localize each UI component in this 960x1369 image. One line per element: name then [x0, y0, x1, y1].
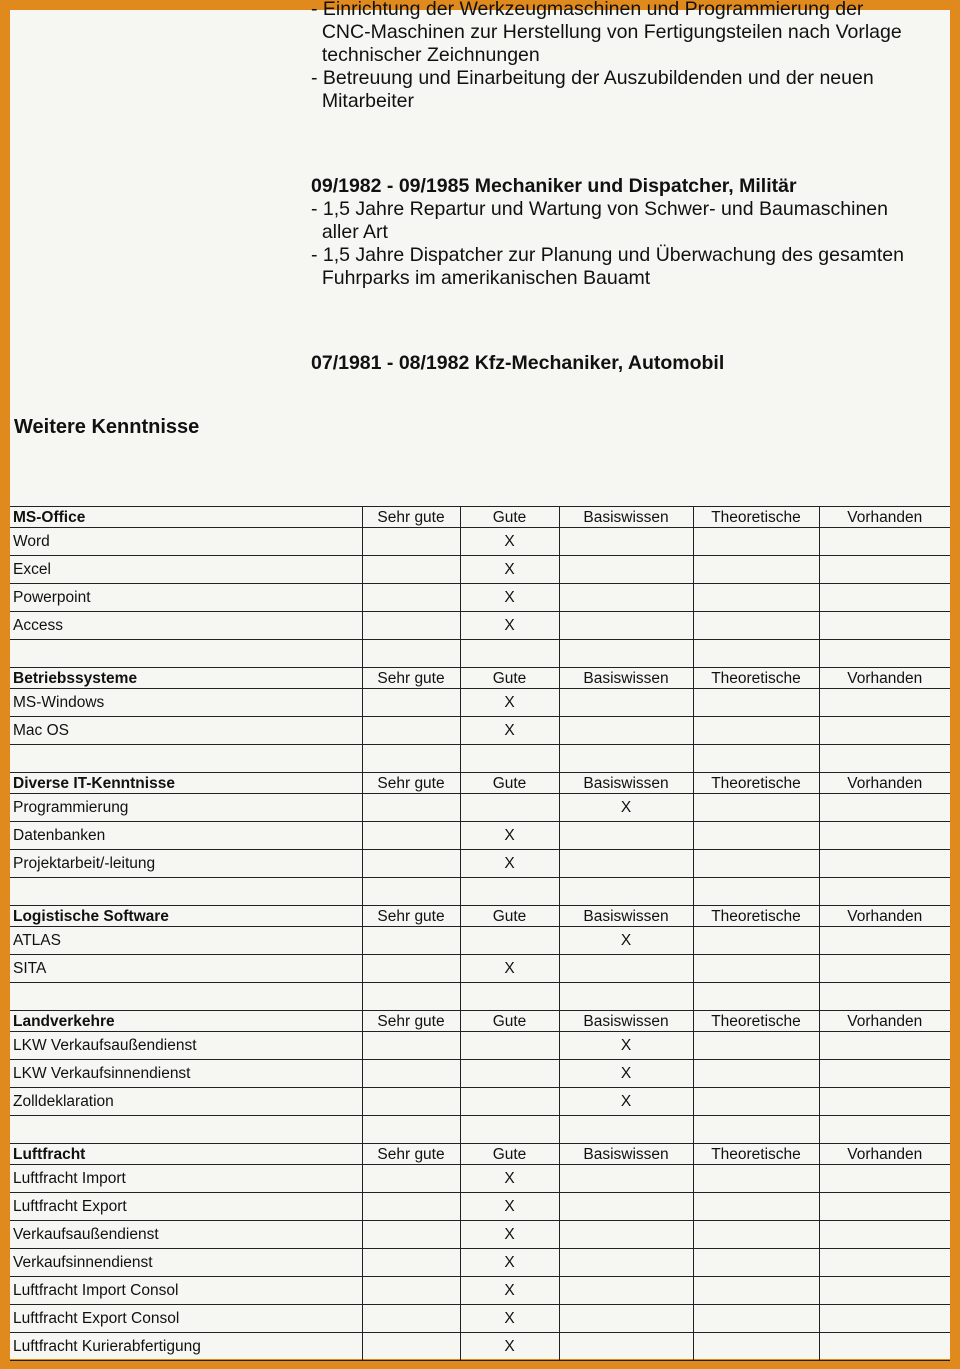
- blank-line: [311, 133, 941, 156]
- level-header: Basiswissen: [559, 668, 693, 689]
- skill-level-cell: [362, 1165, 460, 1193]
- skill-level-cell: [819, 850, 950, 878]
- skill-level-cell: [362, 584, 460, 612]
- skill-level-cell: [362, 1193, 460, 1221]
- level-header: Vorhanden: [819, 773, 950, 794]
- skill-level-cell: [693, 1193, 819, 1221]
- level-header: Sehr gute: [362, 906, 460, 927]
- empty-cell: [819, 983, 950, 1011]
- job-heading: 07/1981 - 08/1982 Kfz-Mechaniker, Automobil: [311, 352, 725, 374]
- skill-level-cell: [559, 717, 693, 745]
- skill-row: [10, 1277, 950, 1305]
- skill-name: MS-Windows: [10, 689, 362, 717]
- level-header: Theoretische: [693, 668, 819, 689]
- skill-level-cell: [693, 717, 819, 745]
- skill-name: Excel: [10, 556, 362, 584]
- skill-level-cell: [362, 1032, 460, 1060]
- skill-row: [10, 1165, 950, 1193]
- skill-level-cell: [559, 1249, 693, 1277]
- skill-name: Mac OS: [10, 717, 362, 745]
- skill-level-cell: [693, 1088, 819, 1116]
- skill-row: [10, 822, 950, 850]
- job-detail-line: Mitarbeiter: [311, 90, 414, 112]
- skill-row: [10, 1249, 950, 1277]
- skill-level-cell: [559, 1305, 693, 1333]
- skill-row: [10, 1088, 950, 1116]
- skill-level-cell: [559, 850, 693, 878]
- spacer-row: [10, 745, 950, 773]
- skill-level-mark: X: [460, 1193, 559, 1221]
- skill-row: [10, 1032, 950, 1060]
- level-header: Vorhanden: [819, 1011, 950, 1032]
- skill-row: [10, 927, 950, 955]
- skill-level-mark: X: [460, 822, 559, 850]
- skill-name: Luftfracht Kurierabfertigung: [10, 1333, 362, 1361]
- skill-level-cell: [819, 1221, 950, 1249]
- skill-level-mark: X: [460, 1165, 559, 1193]
- skill-level-cell: [693, 584, 819, 612]
- level-header: Gute: [460, 507, 559, 528]
- skill-level-mark: X: [559, 927, 693, 955]
- spacer-row: [10, 1116, 950, 1144]
- category-name: Betriebssysteme: [10, 668, 362, 689]
- level-header: Sehr gute: [362, 507, 460, 528]
- empty-cell: [362, 878, 460, 906]
- job-detail-line: - Einrichtung der Werkzeugmaschinen und Programmierung der: [311, 0, 864, 20]
- skill-row: [10, 850, 950, 878]
- category-name: Luftfracht: [10, 1144, 362, 1165]
- skill-level-cell: [819, 794, 950, 822]
- skill-level-mark: X: [460, 528, 559, 556]
- skill-level-cell: [693, 1333, 819, 1361]
- skill-level-cell: [819, 584, 950, 612]
- section-title: Weitere Kenntnisse: [14, 416, 200, 438]
- skill-level-mark: X: [559, 1088, 693, 1116]
- job-heading: 09/1982 - 09/1985 Mechaniker und Dispatcher, Militär: [311, 175, 797, 197]
- empty-cell: [460, 640, 559, 668]
- empty-cell: [819, 878, 950, 906]
- skill-level-cell: [460, 1032, 559, 1060]
- empty-cell: [460, 745, 559, 773]
- skill-level-cell: [693, 1032, 819, 1060]
- skill-level-cell: [460, 927, 559, 955]
- empty-cell: [10, 1116, 362, 1144]
- skill-level-cell: [362, 1277, 460, 1305]
- level-header: Basiswissen: [559, 773, 693, 794]
- skill-level-mark: X: [460, 955, 559, 983]
- skill-row: [10, 612, 950, 640]
- skill-level-cell: [693, 822, 819, 850]
- level-header: Sehr gute: [362, 773, 460, 794]
- empty-cell: [559, 745, 693, 773]
- skill-level-cell: [693, 612, 819, 640]
- level-header: Vorhanden: [819, 906, 950, 927]
- job-detail-line: technischer Zeichnungen: [311, 44, 540, 66]
- skill-name: Programmierung: [10, 794, 362, 822]
- empty-cell: [460, 1116, 559, 1144]
- skill-level-cell: [460, 1060, 559, 1088]
- skill-level-cell: [693, 794, 819, 822]
- skill-level-cell: [819, 1249, 950, 1277]
- skill-level-cell: [362, 528, 460, 556]
- skill-level-cell: [693, 1249, 819, 1277]
- skill-level-mark: X: [460, 556, 559, 584]
- skill-level-mark: X: [460, 850, 559, 878]
- level-header: Theoretische: [693, 773, 819, 794]
- skill-row: [10, 1060, 950, 1088]
- skill-name: Luftfracht Export: [10, 1193, 362, 1221]
- empty-cell: [559, 640, 693, 668]
- skill-level-cell: [559, 1333, 693, 1361]
- empty-cell: [559, 983, 693, 1011]
- skill-name: Word: [10, 528, 362, 556]
- skill-name: Projektarbeit/-leitung: [10, 850, 362, 878]
- category-header-row: [10, 1144, 950, 1165]
- empty-cell: [460, 878, 559, 906]
- category-name: Landverkehre: [10, 1011, 362, 1032]
- level-header: Gute: [460, 1144, 559, 1165]
- level-header: Vorhanden: [819, 668, 950, 689]
- skill-level-cell: [559, 556, 693, 584]
- empty-cell: [10, 745, 362, 773]
- job-detail-line: - 1,5 Jahre Repartur und Wartung von Schwer- und Baumaschinen: [311, 198, 889, 220]
- skill-row: [10, 556, 950, 584]
- skill-level-cell: [819, 1060, 950, 1088]
- skill-level-cell: [460, 1088, 559, 1116]
- skill-level-cell: [693, 1060, 819, 1088]
- empty-cell: [819, 745, 950, 773]
- skill-name: Powerpoint: [10, 584, 362, 612]
- skill-name: Luftfracht Import: [10, 1165, 362, 1193]
- skill-level-cell: [559, 1221, 693, 1249]
- empty-cell: [559, 878, 693, 906]
- skill-level-cell: [693, 556, 819, 584]
- empty-cell: [362, 640, 460, 668]
- skill-name: LKW Verkaufsaußendienst: [10, 1032, 362, 1060]
- skill-level-mark: X: [460, 612, 559, 640]
- empty-cell: [559, 1116, 693, 1144]
- job-detail-line: aller Art: [311, 221, 388, 243]
- job-detail-line: Fuhrparks im amerikanischen Bauamt: [311, 267, 651, 289]
- empty-cell: [693, 1116, 819, 1144]
- empty-cell: [693, 640, 819, 668]
- level-header: Basiswissen: [559, 507, 693, 528]
- empty-cell: [362, 1116, 460, 1144]
- skill-row: [10, 1221, 950, 1249]
- empty-cell: [10, 878, 362, 906]
- skill-level-cell: [819, 689, 950, 717]
- level-header: Basiswissen: [559, 1144, 693, 1165]
- level-header: Gute: [460, 668, 559, 689]
- skill-level-cell: [819, 528, 950, 556]
- skill-level-cell: [362, 689, 460, 717]
- skill-name: Verkaufsinnendienst: [10, 1249, 362, 1277]
- skill-level-cell: [819, 1277, 950, 1305]
- skill-level-cell: [362, 1088, 460, 1116]
- job-detail-line: CNC-Maschinen zur Herstellung von Fertigungsteilen nach Vorlage: [311, 21, 902, 43]
- skill-row: [10, 1333, 950, 1361]
- skill-level-mark: X: [460, 1277, 559, 1305]
- level-header: Basiswissen: [559, 1011, 693, 1032]
- level-header: Sehr gute: [362, 1011, 460, 1032]
- empty-cell: [10, 983, 362, 1011]
- skill-level-cell: [559, 1165, 693, 1193]
- skill-level-cell: [362, 822, 460, 850]
- skill-level-cell: [693, 1305, 819, 1333]
- skill-level-cell: [362, 556, 460, 584]
- skill-row: [10, 584, 950, 612]
- skill-level-mark: X: [460, 1221, 559, 1249]
- level-header: Theoretische: [693, 507, 819, 528]
- skill-name: Access: [10, 612, 362, 640]
- skill-level-cell: [819, 556, 950, 584]
- skill-name: Luftfracht Import Consol: [10, 1277, 362, 1305]
- skill-level-cell: [693, 1277, 819, 1305]
- category-header-row: [10, 668, 950, 689]
- skill-level-cell: [819, 822, 950, 850]
- skill-level-cell: [362, 955, 460, 983]
- skill-level-cell: [362, 850, 460, 878]
- skill-level-mark: X: [460, 717, 559, 745]
- level-header: Basiswissen: [559, 906, 693, 927]
- skills-table: [10, 506, 950, 1361]
- blank-line: [311, 310, 941, 333]
- skill-name: Verkaufsaußendienst: [10, 1221, 362, 1249]
- skill-level-mark: X: [460, 1249, 559, 1277]
- empty-cell: [460, 983, 559, 1011]
- category-header-row: [10, 773, 950, 794]
- empty-cell: [819, 640, 950, 668]
- empty-cell: [693, 878, 819, 906]
- skill-name: LKW Verkaufsinnendienst: [10, 1060, 362, 1088]
- skill-level-cell: [819, 1305, 950, 1333]
- skill-level-cell: [693, 528, 819, 556]
- skill-row: [10, 689, 950, 717]
- level-header: Gute: [460, 906, 559, 927]
- skill-level-cell: [819, 1088, 950, 1116]
- category-name: Logistische Software: [10, 906, 362, 927]
- level-header: Theoretische: [693, 1144, 819, 1165]
- skill-row: [10, 528, 950, 556]
- category-name: MS-Office: [10, 507, 362, 528]
- skill-level-cell: [693, 955, 819, 983]
- skill-level-mark: X: [559, 1060, 693, 1088]
- skill-level-cell: [819, 927, 950, 955]
- level-header: Sehr gute: [362, 1144, 460, 1165]
- level-header: Theoretische: [693, 906, 819, 927]
- spacer-row: [10, 640, 950, 668]
- skill-level-cell: [559, 584, 693, 612]
- skill-name: SITA: [10, 955, 362, 983]
- level-header: Gute: [460, 773, 559, 794]
- job-detail-line: - 1,5 Jahre Dispatcher zur Planung und Überwachung des gesamten: [311, 244, 904, 266]
- skill-level-cell: [362, 1249, 460, 1277]
- skill-level-mark: X: [460, 1333, 559, 1361]
- skill-level-cell: [819, 612, 950, 640]
- skill-level-cell: [559, 1193, 693, 1221]
- empty-cell: [10, 640, 362, 668]
- skill-level-cell: [559, 612, 693, 640]
- level-header: Vorhanden: [819, 1144, 950, 1165]
- skill-level-cell: [362, 612, 460, 640]
- skill-level-cell: [362, 794, 460, 822]
- skill-name: Datenbanken: [10, 822, 362, 850]
- category-name: Diverse IT-Kenntnisse: [10, 773, 362, 794]
- empty-cell: [819, 1116, 950, 1144]
- skill-level-cell: [362, 717, 460, 745]
- skill-level-mark: X: [460, 584, 559, 612]
- category-header-row: [10, 507, 950, 528]
- skill-level-cell: [362, 927, 460, 955]
- skill-level-mark: X: [559, 1032, 693, 1060]
- category-header-row: [10, 906, 950, 927]
- skill-row: [10, 955, 950, 983]
- skill-level-cell: [693, 850, 819, 878]
- skill-level-cell: [559, 1277, 693, 1305]
- skill-level-mark: X: [559, 794, 693, 822]
- skill-level-mark: X: [460, 689, 559, 717]
- spacer-row: [10, 878, 950, 906]
- skill-row: [10, 1193, 950, 1221]
- skill-level-cell: [559, 822, 693, 850]
- skill-level-cell: [460, 794, 559, 822]
- level-header: Theoretische: [693, 1011, 819, 1032]
- skill-level-cell: [819, 717, 950, 745]
- skill-level-cell: [819, 1333, 950, 1361]
- skill-level-cell: [693, 1165, 819, 1193]
- skill-level-cell: [693, 1221, 819, 1249]
- skill-row: [10, 794, 950, 822]
- skill-level-cell: [559, 528, 693, 556]
- skill-level-cell: [362, 1060, 460, 1088]
- skill-level-cell: [819, 1193, 950, 1221]
- empty-cell: [362, 745, 460, 773]
- skill-level-cell: [693, 689, 819, 717]
- document-page: [10, 0, 950, 1359]
- skill-level-cell: [819, 1165, 950, 1193]
- skill-level-cell: [559, 689, 693, 717]
- empty-cell: [362, 983, 460, 1011]
- skill-name: Zolldeklaration: [10, 1088, 362, 1116]
- skill-level-cell: [559, 955, 693, 983]
- spacer-row: [10, 983, 950, 1011]
- empty-cell: [693, 745, 819, 773]
- job-detail-line: - Betreuung und Einarbeitung der Auszubildenden und der neuen: [311, 67, 874, 89]
- level-header: Gute: [460, 1011, 559, 1032]
- skill-level-cell: [362, 1221, 460, 1249]
- skill-row: [10, 717, 950, 745]
- skill-name: ATLAS: [10, 927, 362, 955]
- category-header-row: [10, 1011, 950, 1032]
- work-experience: [311, 0, 941, 375]
- skill-level-cell: [693, 927, 819, 955]
- skill-level-mark: X: [460, 1305, 559, 1333]
- skill-name: Luftfracht Export Consol: [10, 1305, 362, 1333]
- level-header: Vorhanden: [819, 507, 950, 528]
- skill-level-cell: [819, 1032, 950, 1060]
- level-header: Sehr gute: [362, 668, 460, 689]
- skill-row: [10, 1305, 950, 1333]
- empty-cell: [693, 983, 819, 1011]
- skill-level-cell: [362, 1333, 460, 1361]
- skill-level-cell: [362, 1305, 460, 1333]
- skill-level-cell: [819, 955, 950, 983]
